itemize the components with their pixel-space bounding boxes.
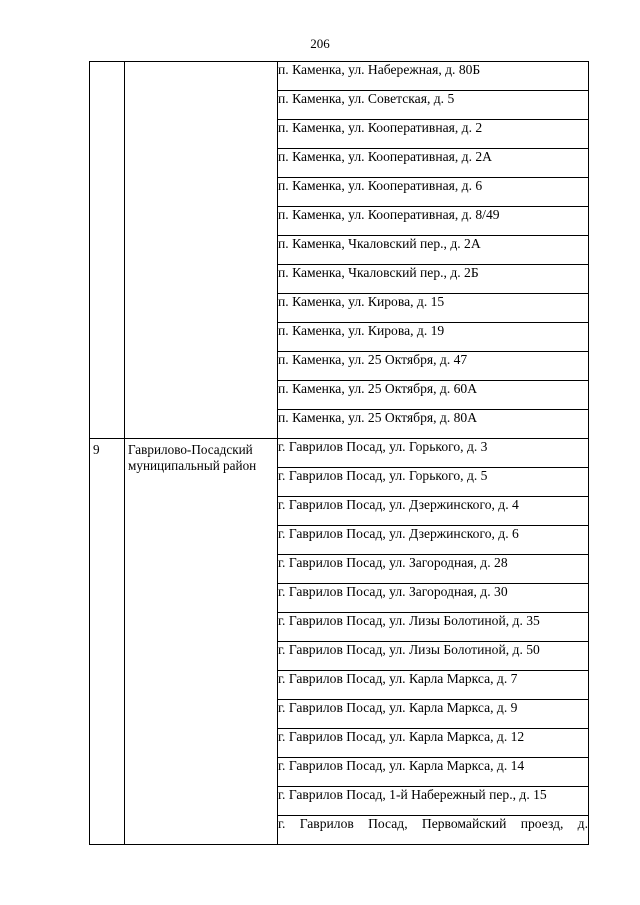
district-name [125,62,277,65]
address-cell: г. Гаврилов Посад, ул. Загородная, д. 30 [278,584,589,613]
address-cell: п. Каменка, ул. Советская, д. 5 [278,91,589,120]
address-cell: г. Гаврилов Посад, ул. Карла Маркса, д. 14 [278,758,589,787]
table-row [90,439,589,468]
table-row [90,62,589,91]
address-cell: г. Гаврилов Посад, 1-й Набережный пер., д. 15 [278,787,589,816]
address-cell: п. Каменка, ул. 25 Октября, д. 80А [278,410,589,439]
row-number-cell [90,439,125,845]
address-table [89,61,589,845]
district-name: Гаврилово-Посадский муниципальный район [128,442,257,473]
address-cell: г. Гаврилов Посад, ул. Карла Маркса, д. 9 [278,700,589,729]
address-cell: п. Каменка, ул. Кооперативная, д. 2А [278,149,589,178]
address-cell: г. Гаврилов Посад, ул. Карла Маркса, д. 12 [278,729,589,758]
address-cell: г. Гаврилов Посад, ул. Лизы Болотиной, д. 35 [278,613,589,642]
address-cell: п. Каменка, ул. Кооперативная, д. 6 [278,178,589,207]
address-cell: г. Гаврилов Посад, Первомайский проезд, д. [278,816,589,845]
address-cell: г. Гаврилов Посад, ул. Загородная, д. 28 [278,555,589,584]
row-number-cell [90,62,125,439]
address-cell: п. Каменка, ул. Кирова, д. 19 [278,323,589,352]
address-cell: п. Каменка, ул. 25 Октября, д. 47 [278,352,589,381]
address-cell: п. Каменка, ул. Набережная, д. 80Б [278,62,589,91]
row-number [90,62,124,65]
address-cell: п. Каменка, ул. Кооперативная, д. 2 [278,120,589,149]
address-cell: г. Гаврилов Посад, ул. Горького, д. 5 [278,468,589,497]
address-cell: п. Каменка, ул. Кооперативная, д. 8/49 [278,207,589,236]
address-cell: г. Гаврилов Посад, ул. Горького, д. 3 [278,439,589,468]
district-cell [125,439,278,845]
address-cell: г. Гаврилов Посад, ул. Лизы Болотиной, д. 50 [278,642,589,671]
address-cell: г. Гаврилов Посад, ул. Карла Маркса, д. 7 [278,671,589,700]
page-number: 206 [310,36,330,51]
address-cell: г. Гаврилов Посад, ул. Дзержинского, д. 4 [278,497,589,526]
row-number: 9 [93,442,100,457]
address-cell: п. Каменка, ул. 25 Октября, д. 60А [278,381,589,410]
address-cell: п. Каменка, ул. Кирова, д. 15 [278,294,589,323]
address-cell: п. Каменка, Чкаловский пер., д. 2Б [278,265,589,294]
district-cell [125,62,278,439]
address-cell: п. Каменка, Чкаловский пер., д. 2А [278,236,589,265]
address-cell: г. Гаврилов Посад, ул. Дзержинского, д. 6 [278,526,589,555]
